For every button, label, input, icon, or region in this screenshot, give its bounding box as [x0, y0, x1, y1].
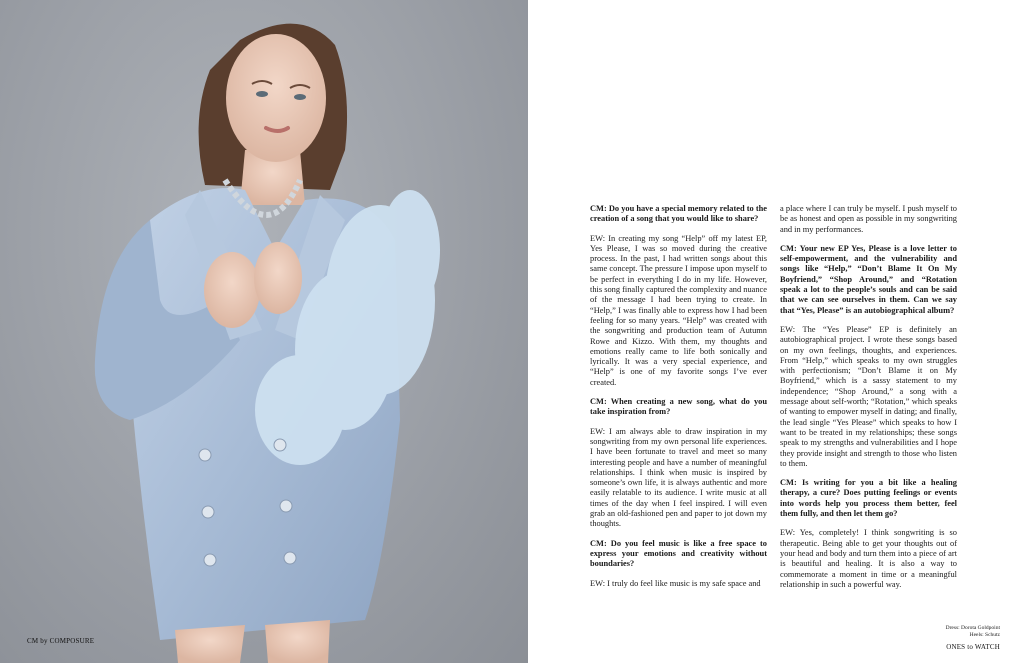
- interview-question: CM: Your new EP Yes, Please is a love letter to self-empowerment, and the vulnerability and songs like “Help,” “Don’t Blame It On My Boyfriend,” “Shop Around,” and “Rotation speak a lot to the people’s souls and can be said that we can see ourselves in them. Can we say that “Yes, Please” is an autobiographical album?: [780, 243, 957, 315]
- interview-answer: EW: I am always able to draw inspiration in my songwriting from my own personal life experiences. I have been fortunate to travel and meet so many interesting people and have a number of meaningful relationships. I think when music is inspired by someone’s own life, it is always authentic and more easily relatable to its audience. I write music at all times of the day when I feel inspired. I will even grab an old-fashioned pen and paper to jot down my thoughts.: [590, 426, 767, 529]
- column-right: [780, 204, 957, 599]
- interview-answer: EW: The “Yes Please” EP is definitely an autobiographical project. I wrote these songs based on my own feelings, thoughts, and experiences. From “Help,” which speaks to my own struggles with perfectionism; “Don’t Blame it on My Boyfriend,” which is a sassy statement to my independence; “Shop Around,” a song with a message about self-worth; “Rotation,” which speaks of wanting to empower myself in dating; and finally, the lead single “Yes Please” which speaks to how I want to be treated in my relationships; these songs speak to my strengths and vulnerabilities and I hope they provide insight and strength to those who listen to them.: [780, 324, 957, 468]
- folio-right: ONES to WATCH: [946, 643, 1000, 651]
- interview-answer: a place where I can truly be myself. I push myself to be as honest and open as possible in my songwriting and in my performances.: [780, 204, 957, 234]
- interview-question: CM: Is writing for you a bit like a healing therapy, a cure? Does putting feelings or events into words help you process them better, feel them fully, and then let them go?: [780, 478, 957, 519]
- article-columns: [590, 204, 958, 599]
- fashion-credits: [946, 625, 1000, 639]
- credit-dress: Dress: Dorota Goldpoint: [945, 625, 1000, 631]
- interview-question: CM: When creating a new song, what do you take inspiration from?: [590, 397, 767, 417]
- folio-left: CM by COMPOSURE: [27, 637, 95, 645]
- interview-answer: EW: Yes, completely! I think songwriting is so therapeutic. Being able to get your thoughts out of your head and body and turn them into a piece of art is beautiful and healing. It is also a way to commemorate a moment in time or a meaningful relationship in such a powerful way.: [780, 528, 957, 589]
- interview-answer: EW: I truly do feel like music is my safe space and: [590, 578, 761, 588]
- interview-question: CM: Do you have a special memory related to the creation of a song that you would like to share?: [590, 204, 767, 224]
- interview-question: CM: Do you feel music is like a free space to express your emotions and creativity without boundaries?: [590, 538, 767, 569]
- column-left: [590, 204, 767, 599]
- article-page: [528, 0, 1024, 663]
- credit-heels: Heels: Schutz: [969, 632, 1000, 638]
- interview-answer: EW: In creating my song “Help” off my latest EP, Yes Please, I was so moved during the creative process. In the past, I had written songs about this same concept. The pressure I impose upon myself to be perfect in everything I do in my life. However, this song finally captured the complexity and nuance of the message I had been trying to create. In “Help,” I was finally able to express how I had been feeling for so many years. “Help” was created with the songwriting and production team of Autumn Rowe and Kizzo. With them, my thoughts and emotions really came to life both sonically and lyrically. It was a very special experience, and “Help” is one of my favorite songs I’ve ever created.: [590, 233, 767, 387]
